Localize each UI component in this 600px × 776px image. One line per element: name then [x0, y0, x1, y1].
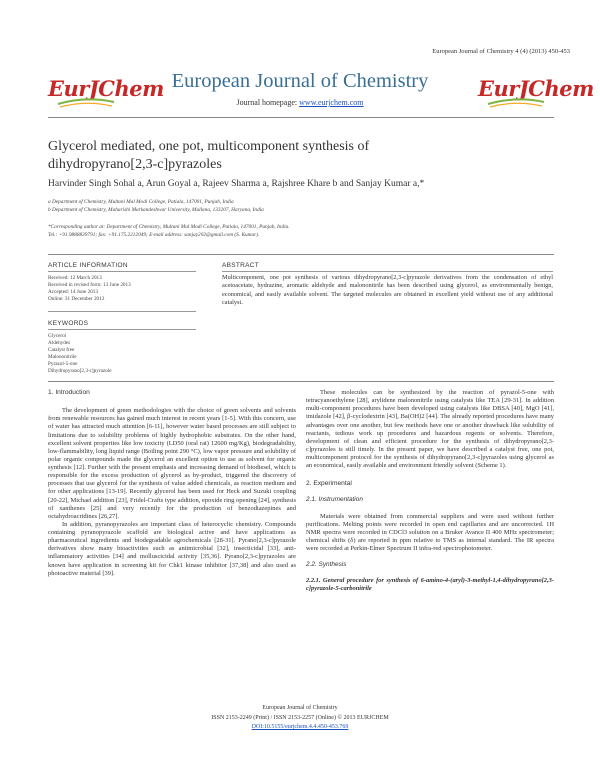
body-column-right	[306, 389, 554, 594]
right-paragraph-1: These molecules can be synthesized by the reaction of pyrazol-5-one with tetracyanoethylene [28], arylidene malononitrile using catalysts like TEA [29-31]. In addition multi-component procedures have been developed using catalysts like DBSA [40], MgO [41], imidazole [42], β-cyclodextrin [43], Ba(OH)2 [44]. The already reported procedures have many advantages over one another, but few methods have one or another drawback like solubility of reactants, tedious work up procedures and hazardous regents or solvents. Therefore, development of clean and efficient procedure for the synthesis of dihydropyrano[2,3-c]pyrazoles is still timely. In the present paper, we have described a catalyst free, one pot, multicomponent protocol for the synthesis of dihydropyrano[2,3-c]pyrazoles using glycerol as an economical, easily available and environment friendly solvent (Scheme 1).	[306, 389, 554, 470]
body-column-left	[48, 389, 296, 578]
title-line-1: Glycerol mediated, one pot, multicomponent synthesis of	[48, 139, 370, 154]
affiliation-b: b Department of Chemistry, Maharishi Markandeshwar University, Mullana, 133207, Haryana, India	[48, 206, 264, 213]
footer-issn: ISSN 2153-2249 (Print) / ISSN 2153-2257 (Online) © 2013 EURJCHEM	[211, 715, 389, 721]
article-title	[48, 138, 554, 173]
general-procedure-heading: 2.2.1. General procedure for synthesis of 6-amino-4-(aryl)-3-methyl-1,4-dihydropyrano[2,3-c]pyrazole-5-carbonitrile	[306, 577, 554, 593]
date-revised: Received in revised form: 13 June 2013	[48, 282, 131, 288]
keyword-item: Pyrazol-5-one	[48, 361, 78, 367]
corresponding-line-1: *Corresponding author at: Department of Chemistry, Multani Mal Modi College, Patiala, 147001, Punjab, India.	[48, 224, 290, 230]
date-received: Received: 12 March 2013	[48, 275, 102, 281]
introduction-paragraph-2: In addition, pyranopyrazoles are important class of heterocyclic chemistry. Compounds containing pyranopyrazole scaffold are biological active and have applications as pharmaceutical ingredients and biodegradable agrochemicals [28-31]. Pyrano[2,3-c]pyrazole derivatives show many bioactivities such as antimicrobial [32], insecticidal [33], anti-inflammatory activities [34] and molluscicidal activity [35,36]. Pyrano[2,3-c]pyrazoles are known have application in screening kit for Chk1 kinase inhibitor [37,38] and also used as photoactive material [39].	[48, 520, 296, 577]
date-accepted: Accepted: 14 June 2013	[48, 289, 98, 295]
keyword-item: Dihydropyrano[2,3-c]pyrazole	[48, 368, 112, 374]
info-divider	[48, 329, 196, 330]
article-info-heading: ARTICLE INFORMATION	[48, 262, 128, 269]
keyword-item: Aldehydes	[48, 340, 71, 346]
article-dates	[48, 275, 196, 303]
affiliation-a: a Department of Chemistry, Multani Mal Modi College, Patiala, 147001, Punjab, India	[48, 199, 234, 205]
author-list: Harvinder Singh Sohal a, Arun Goyal a, Rajeev Sharma a, Rajshree Khare b and Sanjay Kumar a,*	[48, 179, 425, 189]
keyword-item: Catalyst free	[48, 347, 75, 353]
keywords-heading: KEYWORDS	[48, 320, 89, 327]
logo-text: EurJChem	[478, 76, 594, 101]
date-online: Online: 31 December 2013	[48, 296, 105, 302]
abstract-divider	[222, 271, 553, 272]
info-divider	[48, 311, 196, 312]
title-line-2: dihydropyrano[2,3-c]pyrazoles	[48, 156, 222, 172]
running-head: European Journal of Chemistry 4 (4) (2013) 450-453	[432, 48, 570, 55]
synthesis-heading: 2.2. Synthesis	[306, 561, 347, 569]
introduction-heading: 1. Introduction	[48, 389, 90, 396]
homepage-link[interactable]: www.eurjchem.com	[299, 98, 364, 107]
footer-doi	[0, 723, 600, 731]
instrumentation-heading: 2.1. Instrumentation	[306, 496, 363, 504]
info-divider	[48, 271, 196, 272]
header-divider	[48, 117, 554, 118]
section-divider	[48, 254, 554, 255]
doi-link[interactable]: DOI:10.5155/eurjchem.4.4.450-453.769	[251, 724, 349, 730]
journal-homepage	[0, 98, 600, 107]
journal-title: European Journal of Chemistry	[171, 70, 429, 92]
body-divider	[48, 381, 554, 382]
corresponding-author	[48, 224, 554, 239]
footer-journal: European Journal of Chemistry	[262, 705, 338, 711]
logo-text: EurJChem	[48, 76, 164, 101]
affiliations	[48, 199, 554, 214]
corresponding-line-2: Tel.: +91.9888839791; fax: +91.175.2212049; E-mail address: sanjay202@gmail.com (S. Kumar).	[48, 231, 260, 238]
introduction-paragraph-1: The development of green methodologies with the choice of green solvents and solvents from renewable resources has gained much interest in recent years [1-5]. With this concern, use of water has attracted much attention [6-11], however water based processes are still subject to limitations due to solubility problems of highly hydrophobic substrates. On the other hand, excellent solvent properties like low toxicity (LD50 (oral rat) 12600 mg/Kg), biodegradability, low-flammability, long liquid range (Boiling point 290 °C), low vapor pressure and solubility of polar organic compounds made the glycerol an excellent option to use as solvent for organic synthesis [12]. Further with the present emphasis and increasing demand of biodiesel, which is responsible for the excess production of glycerol as by-product, triggered the discovery of processes that use glycerol for the synthesis of value added chemicals, as reaction medium and for other applications [13-19]. Recently glycerol has been used for Heck and Suzuki coupling [20-22], Michael addition [23], Fridel-Crafts type addition, epoxide ring opening [24], synthesis of xanthenes [25] and very recently for the production of benzodiazepines and octahydroacridines [26,27].	[48, 407, 296, 520]
homepage-label: Journal homepage:	[236, 98, 300, 107]
keyword-list	[48, 333, 196, 375]
keyword-item: Malononitrile	[48, 354, 77, 360]
experimental-heading: 2. Experimental	[306, 480, 352, 488]
keyword-item: Glycerol	[48, 333, 67, 339]
abstract-text: Multicomponent, one pot synthesis of various dihydropyrano[2,3-c]pyrazole derivatives from the condensation of ethyl acetoacetate, hydrazine, aromatic aldehyde and malononitrile has been described using glycerol, as environmentally benign, economical, and easily available solvent. The targeted molecules are obtained in excellent yield without use of any additional catalyst.	[222, 274, 553, 307]
abstract-heading: ABSTRACT	[222, 262, 260, 269]
instrumentation-paragraph: Materials were obtained from commercial suppliers and were used without further purifications. Melting points were recorded in open end capillaries and are uncorrected. 1H NMR spectra were recorded in CDCl3 solution on a Bruker Avance II 400 MHz spectrometer; chemical shifts (δ) are reported in ppm relative to TMS as internal standard. The IR spectra were recorded at Perkin-Elmer Spectrum II infra-red spectrophotometer.	[306, 512, 554, 552]
